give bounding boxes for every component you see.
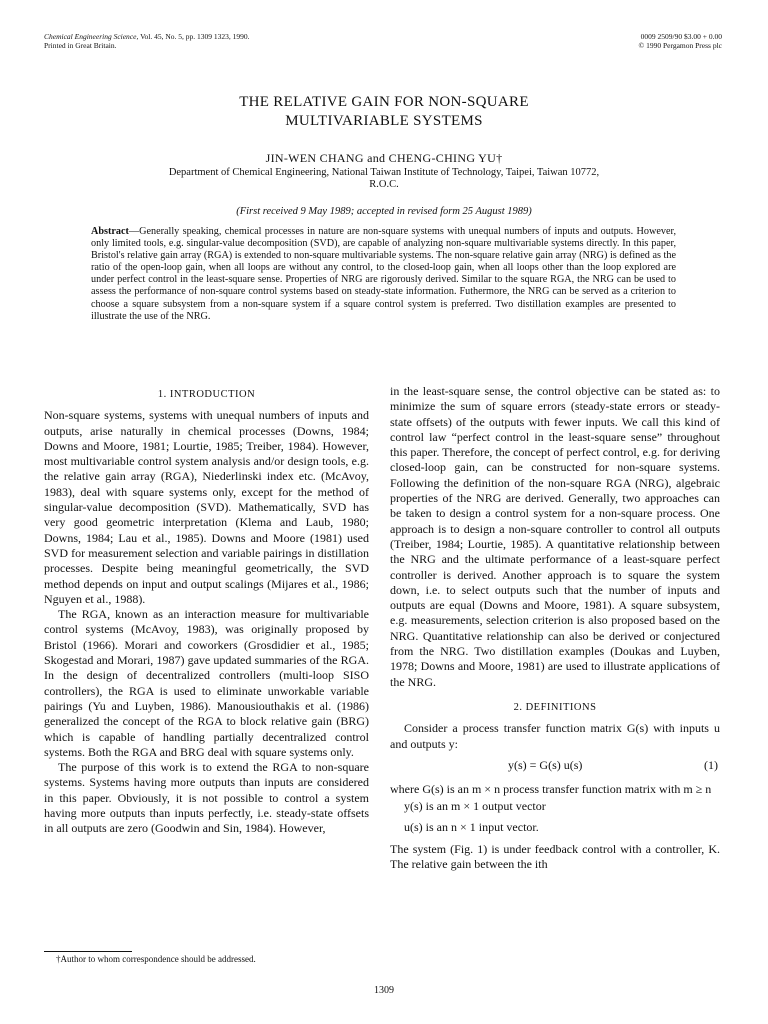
equation-body: y(s) = G(s) u(s)	[508, 757, 583, 772]
where-clause-3: u(s) is an n × 1 input vector.	[404, 820, 539, 835]
affiliation-line-1: Department of Chemical Engineering, National Taiwan Institute of Technology, Taipei, Taiwan 10772,	[168, 167, 600, 178]
printed-note: Printed in Great Britain.	[44, 41, 117, 50]
footnote-rule	[44, 951, 132, 952]
affiliation-line-2: R.O.C.	[369, 179, 399, 190]
equation-number: (1)	[704, 757, 718, 772]
journal-name: Chemical Engineering Science,	[44, 32, 139, 41]
definitions-paragraph-2: The system (Fig. 1) is under feedback control with a controller, K. The relative gain between the ith	[390, 841, 720, 872]
journal-header-right	[639, 32, 722, 50]
page-number: 1309	[374, 985, 394, 996]
section-heading-introduction: 1. INTRODUCTION	[157, 389, 256, 400]
title-line-2: MULTIVARIABLE SYSTEMS	[285, 113, 483, 129]
right-column	[390, 384, 720, 872]
authors: JIN-WEN CHANG and CHENG-CHING YU†	[265, 151, 503, 165]
issn-price: 0009 2509/90 $3.00 + 0.00	[640, 32, 722, 41]
received-dates: (First received 9 May 1989; accepted in revised form 25 August 1989)	[236, 206, 532, 217]
abstract	[91, 226, 676, 323]
title-line-1: THE RELATIVE GAIN FOR NON-SQUARE	[239, 94, 529, 110]
where-clause-1: where G(s) is an m × n process transfer function matrix with m ≥ n	[390, 781, 712, 796]
journal-header-left	[44, 32, 250, 50]
where-clause-2: y(s) is an m × 1 output vector	[404, 799, 546, 814]
copyright: © 1990 Pergamon Press plc	[638, 41, 722, 50]
intro-paragraph-2: The RGA, known as an interaction measure for multivariable control systems (McAvoy, 1983), was originally proposed by Bristol (1966). Morari and coworkers (Grosdidier et al., 1985; Skogestad and Morari, 1987) gave updated summaries of the RGA. In the design of decentralized controllers (multi-loop SISO controllers), the RGA is used to eliminate unworkable variable pairings (Yu and Luyben, 1986). Manousiouthakis et al. (1986) generalized the concept of the RGA to block relative gain (BRG) which is capable of handling partially decentralized control systems. Both the RGA and BRG deal with square systems only.	[44, 607, 369, 759]
abstract-text: —Generally speaking, chemical processes in nature are non-square systems with unequal numbers of inputs and outputs. However, only limited tools, e.g. singular-value decomposition (SVD), are capable of analyzing non-square multivariable systems directly. In this paper, Bristol's relative gain array (RGA) is extended to non-square multivariable systems. The non-square relative gain array (NRG) is defined as the ratio of the open-loop gain, when all loops are without any control, to the closed-loop gain, when all loops other than the loop explored are under perfect control in the least-square sense. Properties of NRG are rigorously derived. Similar to the square RGA, the NRG can be used to assess the performance of non-square control systems based on steady-state information. Futhermore, the NRG can be served as a criterion to choose a square subsystem from a non-square system if a square control system is preferred. Two distillation examples are presented to illustrate the use of the NRG.	[91, 226, 676, 322]
journal-citation: Vol. 45, No. 5, pp. 1309 1323, 1990.	[140, 32, 250, 41]
intro-paragraph-3: The purpose of this work is to extend the RGA to non-square systems. Systems having more outputs than inputs are considered in this paper. Obviously, it is not possible to control a system having more outputs than inputs perfectly, i.e. steady-state offsets in all outputs are zero (Goodwin and Sin, 1984). However,	[44, 760, 369, 836]
paper-title	[60, 93, 708, 131]
footnote: †Author to whom correspondence should be addressed.	[56, 954, 256, 964]
section-heading-definitions: 2. DEFINITIONS	[513, 701, 597, 713]
definitions-paragraph-1: Consider a process transfer function matrix G(s) with inputs u and outputs y:	[390, 721, 720, 751]
abstract-label: Abstract	[91, 226, 129, 237]
intro-paragraph-1: Non-square systems, systems with unequal numbers of inputs and outputs, arise naturally in chemical processes (Downs, 1984; Downs and Moore, 1981; Lourtie, 1985; Treiber, 1984). However, most multivariable control system analysis and/or design tools, e.g. the relative gain array (RGA), Niederlinski index etc. (McAvoy, 1983), deal with square systems only, except for the method of singular-value decomposition (SVD). Mathematically, SVD has very good geometric interpretation (Klema and Laub, 1980; Downs, 1984; Lau et al., 1985). Downs and Moore (1981) used SVD for measurement selection and variable pairings in distillation processes. Despite being meaningful geometrically, the SVD method depends on input and output scalings (Mijares et al., 1986; Nguyen et al., 1988).	[44, 408, 369, 606]
equation-1	[390, 758, 720, 776]
affiliation	[80, 167, 688, 191]
intro-paragraph-4: in the least-square sense, the control objective can be stated as: to minimize the sum of square errors (steady-state errors or steady-state offsets) of the outputs with fewer inputs. We call this kind of control law “perfect control in the least-square sense” throughout this paper. Therefore, the concept of perfect control, e.g. for deriving closed-loop gain, can be constructed for non-square systems. Following the definition of the non-square RGA (NRG), algebraic properties of the NRG are derived. Generally, two approaches can be taken to design a control system for a non-square process. One approach is to design a non-square controller to control all outputs (Treiber, 1984; Lourtie, 1985). A quantitative relationship between the NRG and the ultimate performance of a least-square perfect controller is derived. Another approach is to square the system down, i.e. to select outputs such that the number of inputs and outputs are equal (Downs and Moore, 1981). A square subsystem, e.g. measurements, selection criterion is also proposed based on the NRG. Quantitative relationship can also be derived or conjectured from the NRG. Two distillation examples (Doukas and Luyben, 1978; Downs and Moore, 1981) are used to illustrate applications of the NRG.	[390, 384, 720, 689]
left-column	[44, 387, 369, 837]
